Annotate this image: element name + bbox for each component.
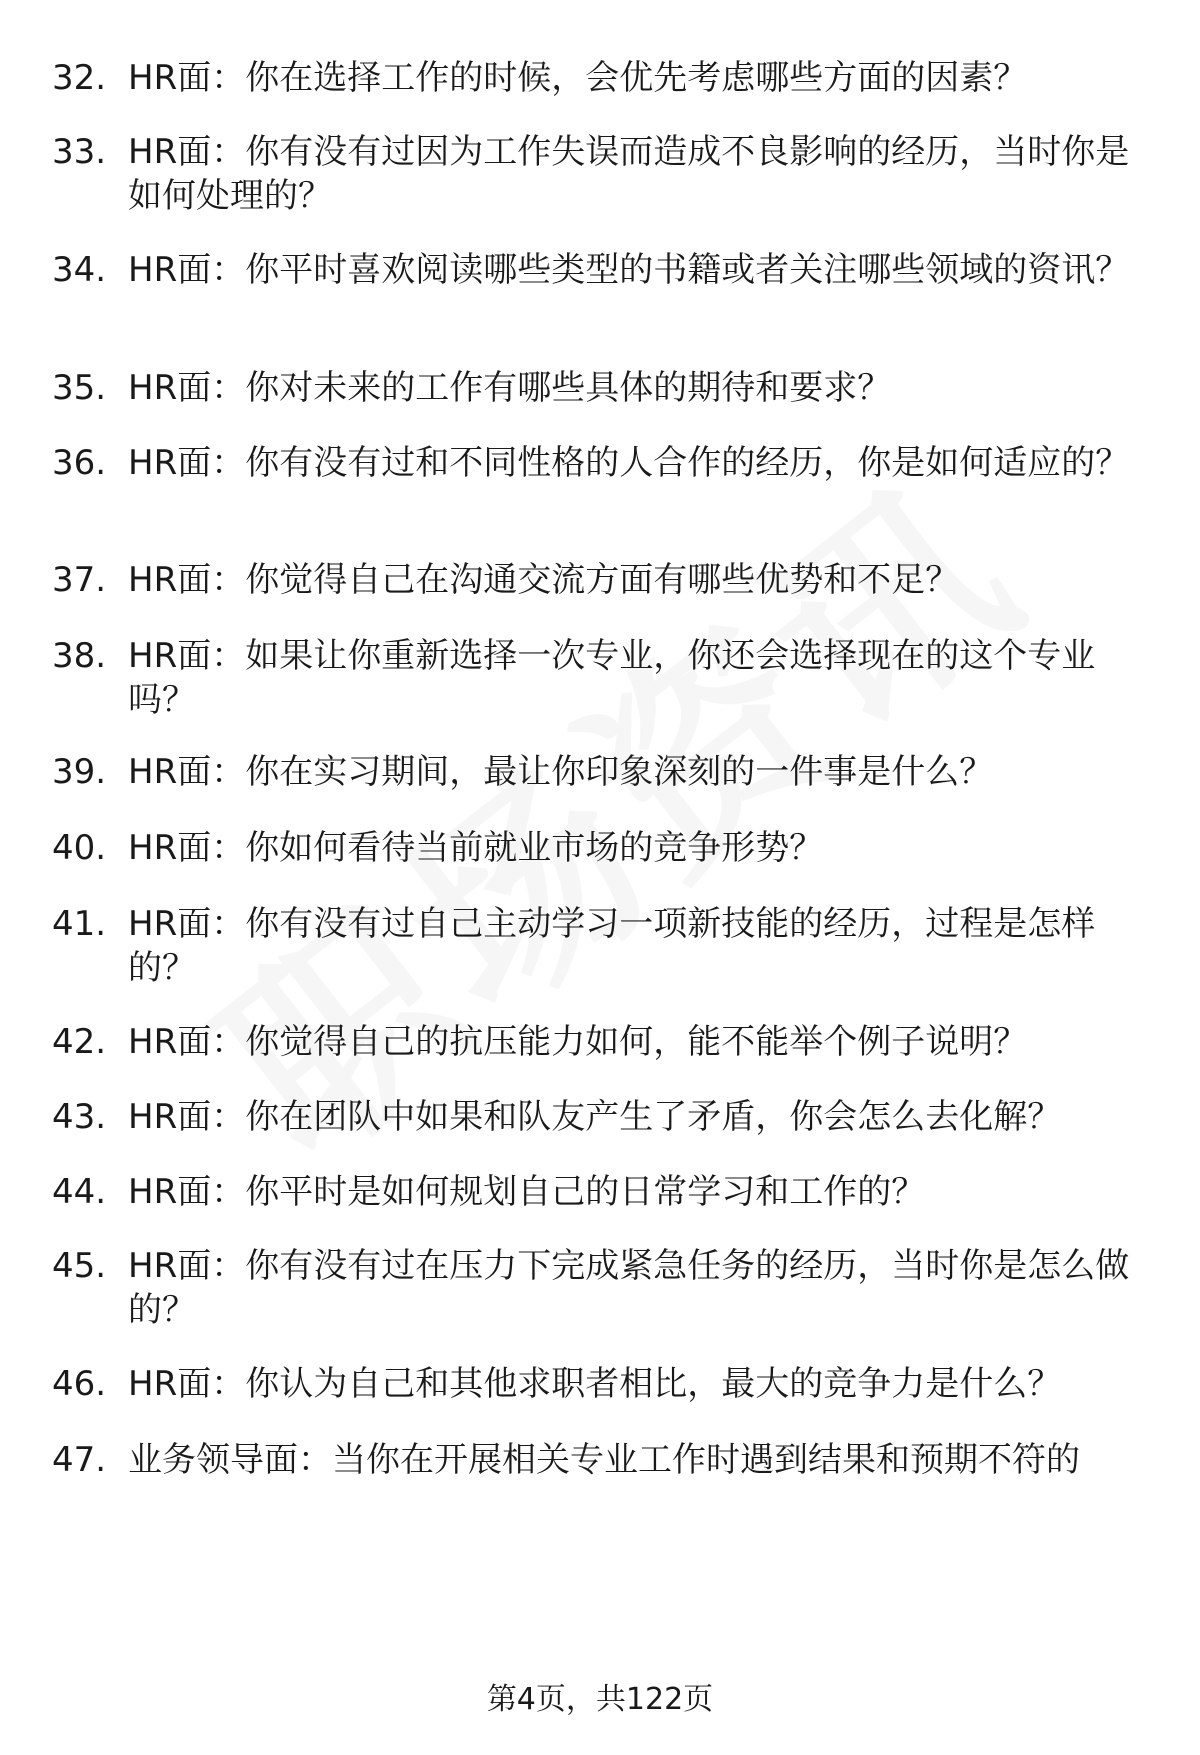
question-number: 33. [52,132,107,172]
question-number: 32. [52,58,107,98]
question-text: HR面：你对未来的工作有哪些具体的期待和要求？ [128,368,892,408]
question-text: HR面：你觉得自己的抗压能力如何，能不能举个例子说明？ [128,1022,1028,1062]
question-number: 36. [52,443,107,483]
question-number: 42. [52,1022,107,1062]
question-text: HR面：你认为自己和其他求职者相比，最大的竞争力是什么？ [128,1364,1062,1404]
question-item [52,558,1162,602]
question-item [52,441,1162,485]
question-number: 34. [52,250,107,290]
question-text: 业务领导面：当你在开展相关专业工作时遇到结果和预期不符的 [128,1440,1080,1480]
question-text: HR面：你平时喜欢阅读哪些类型的书籍或者关注哪些领域的资讯？ [128,250,1130,290]
question-item [52,56,1162,100]
question-item [52,366,1162,410]
page-footer: 第4页，共122页 [486,1682,714,1717]
question-number: 45. [52,1246,107,1286]
question-item [52,1244,1162,1332]
question-text: HR面：你有没有过自己主动学习一项新技能的经历，过程是怎样的？ [128,904,1096,988]
question-number: 44. [52,1172,107,1212]
question-item [52,750,1162,794]
question-text: HR面：你有没有过和不同性格的人合作的经历，你是如何适应的？ [128,443,1130,483]
question-item [52,826,1162,870]
question-item [52,1170,1162,1214]
question-text: HR面：你有没有过因为工作失误而造成不良影响的经历，当时你是如何处理的？ [128,132,1130,216]
question-number: 43. [52,1097,107,1137]
question-item [52,1362,1162,1406]
question-item [52,634,1162,722]
question-text: HR面：你如何看待当前就业市场的竞争形势？ [128,828,824,868]
question-number: 38. [52,636,107,676]
question-number: 39. [52,752,107,792]
question-text: HR面：你在实习期间，最让你印象深刻的一件事是什么？ [128,752,994,792]
question-number: 47. [52,1440,107,1480]
question-number: 46. [52,1364,107,1404]
question-number: 40. [52,828,107,868]
question-text: HR面：你有没有过在压力下完成紧急任务的经历，当时你是怎么做的？ [128,1246,1130,1330]
question-number: 35. [52,368,107,408]
question-item [52,130,1162,218]
question-number: 37. [52,560,107,600]
question-item [52,248,1162,292]
question-item [52,902,1162,990]
question-text: HR面：如果让你重新选择一次专业，你还会选择现在的这个专业吗？ [128,636,1096,720]
question-item [52,1095,1162,1139]
question-item [52,1020,1162,1064]
question-text: HR面：你在团队中如果和队友产生了矛盾，你会怎么去化解？ [128,1097,1062,1137]
question-text: HR面：你觉得自己在沟通交流方面有哪些优势和不足？ [128,560,960,600]
question-text: HR面：你平时是如何规划自己的日常学习和工作的？ [128,1172,926,1212]
question-item [52,1438,1162,1482]
question-text: HR面：你在选择工作的时候，会优先考虑哪些方面的因素？ [128,58,1028,98]
question-number: 41. [52,904,107,944]
